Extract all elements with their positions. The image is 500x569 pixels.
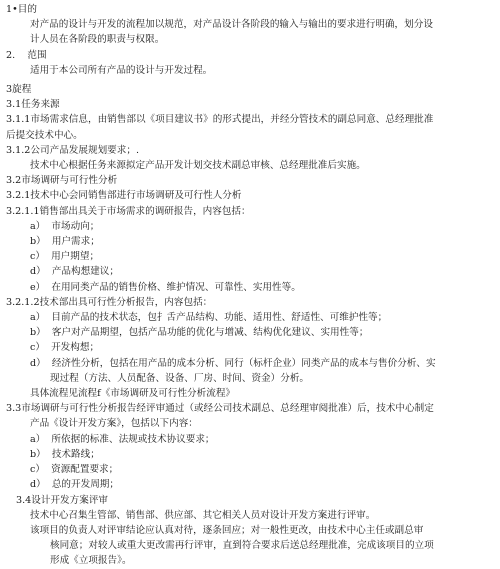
text-line: d） 经济性分析，包括在用产品的成本分析、同行（标杆企业）同类产品的成本与售价分析、实 [30, 357, 436, 369]
text-line: 后提交技术中心。 [6, 129, 83, 141]
text-line: 该项目的负责人对评审结论应认真对待，逐条回应；对一般性更改，由技术中心主任或副总审 [30, 524, 424, 536]
text-line: a） 目前产品的技术状态，包扌舌产品结构、功能、适用性、舒适性、可维护性等； [30, 312, 388, 324]
text-line: d） 总的开发周期； [30, 479, 119, 491]
text-line: 3.4设计开发方案评审 [16, 494, 109, 506]
text-line: 技术中心召集生管部、销售部、供应部、其它相关人员对设计开发方案进行评审。 [30, 509, 376, 521]
text-line: e） 在用同类产品的销售价格、维护情况、可靠性、实用性等。 [30, 281, 301, 293]
text-line: a） 市场动向； [30, 220, 100, 232]
text-line: 3.2市场调研与可行性分析 [6, 175, 118, 187]
text-line: 3.3市场调研与可行性分析报告经评审通过（或经公司技术副总、总经理审阅批准）后，技术中心制定 [6, 403, 434, 415]
text-line: 1•目的 [6, 4, 37, 15]
text-line: b） 技术路线； [30, 448, 100, 460]
text-line: b） 客户对产品期望，包括产品功能的优化与增减、结构优化建议、实用性等； [30, 327, 369, 339]
text-line: c） 资源配置要求； [30, 464, 119, 476]
text-line: 对产品的设计与开发的流程加以规范，对产品设计各阶段的输入与输出的要求进行明确，划分设 [30, 19, 433, 31]
text-line: c） 开发构想； [30, 342, 100, 354]
text-line: 3旋程 [6, 84, 32, 96]
text-line: 3.1.2公司产品发展规划要求；. [6, 144, 139, 156]
text-line: 产品《设计开发方案》，包括以下内容： [30, 418, 198, 430]
text-line: d） 产品构想建议； [30, 266, 119, 278]
text-line: a） 所依据的标准、法规或技术协议要求； [30, 433, 215, 445]
text-line: 3.2.1技术中心会同销售部进行市场调研及可行性人分析 [6, 190, 242, 202]
text-line: b） 用户需求； [30, 236, 100, 248]
text-line: 计人员在各阶段的职责与权限。 [30, 34, 165, 46]
text-line: 核同意；对较人或重大更改需再行评审，直到符合要求后送总经理批准，完成该项目的立项 [50, 540, 434, 552]
text-line: 3.2.1.1销售部出具关于市场需求的调研报告，内容包括： [6, 205, 251, 217]
text-line: c） 用户期望； [30, 251, 100, 263]
text-line: 3.1.1市场需求信息，由销售部以《项目建议书》的形式提出，并经分管技术的副总同意、总经理批准 [6, 114, 434, 126]
text-line: 具体流程见流程f《市场调研及可行性分析流程》 [30, 388, 236, 400]
text-line: 现过程（方法、人员配备、设备、厂房、时间、资金）分析。 [50, 372, 310, 384]
text-line: 3.1任务来源 [6, 99, 60, 111]
text-line: 技术中心根据任务来源拟定产品开发计划交技术副总审核、总经理批准后实施。 [30, 160, 366, 172]
text-line: 3.2.1.2技术部出具可行性分析报告，内容包括： [6, 296, 213, 308]
text-line: 2. 范围 [6, 49, 47, 61]
text-line: 适用于本公司所有产品的设计与开发过程。 [30, 64, 213, 76]
text-line: 形成《立项报告》。 [50, 555, 132, 567]
